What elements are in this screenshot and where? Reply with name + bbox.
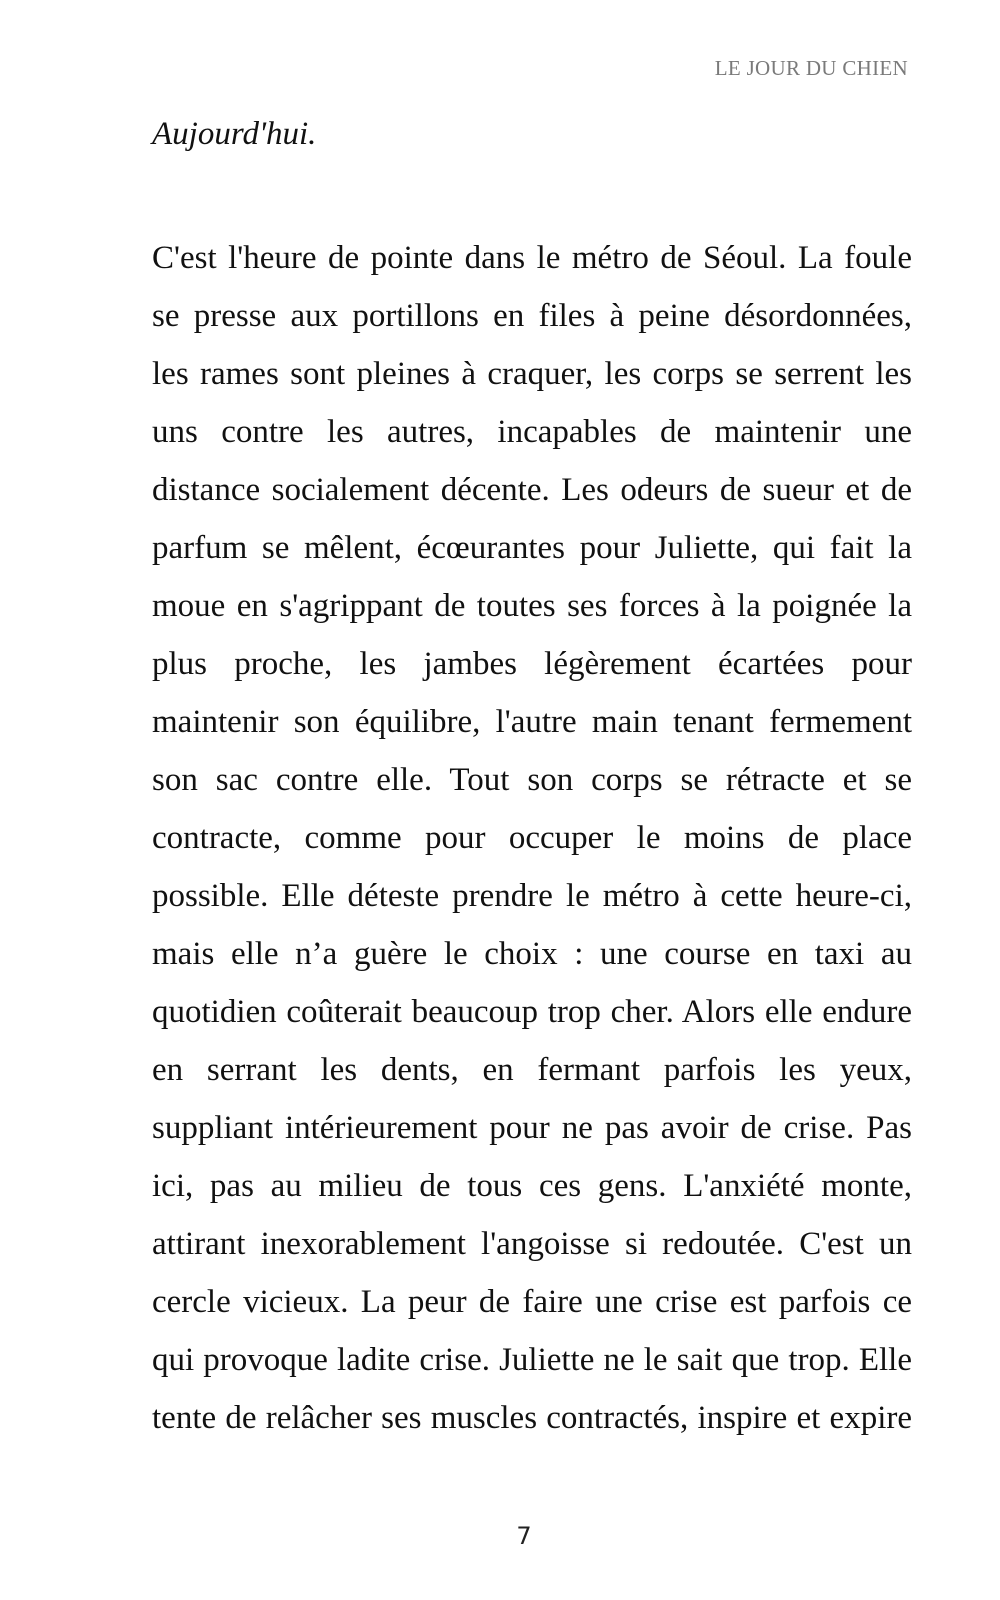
text-line: contracte, comme pour occuper le moins de place [152,820,912,856]
text-line: en serrant les dents, en fermant parfois les yeux, [152,1052,912,1088]
text-line: ici, pas au milieu de tous ces gens. L'anxiété monte, [152,1168,912,1204]
text-line: son sac contre elle. Tout son corps se rétracte et se [152,762,912,798]
text-line: quotidien coûterait beaucoup trop cher. Alors elle endure [152,994,912,1030]
text-line: plus proche, les jambes légèrement écartées pour [152,646,912,682]
text-line: tente de relâcher ses muscles contractés, inspire et expire [152,1400,912,1436]
body-paragraph [152,229,912,1447]
text-line: suppliant intérieurement pour ne pas avoir de crise. Pas [152,1110,912,1146]
running-header: LE JOUR DU CHIEN [714,56,908,80]
text-line: parfum se mêlent, écœurantes pour Juliette, qui fait la [152,530,912,566]
text-line: qui provoque ladite crise. Juliette ne le sait que trop. Elle [152,1342,912,1378]
text-line: attirant inexorablement l'angoisse si redoutée. C'est un [152,1226,912,1262]
text-line: cercle vicieux. La peur de faire une crise est parfois ce [152,1284,912,1320]
text-line: les rames sont pleines à craquer, les corps se serrent les [152,356,912,392]
text-line: mais elle n’a guère le choix : une course en taxi au [152,936,912,972]
text-line: uns contre les autres, incapables de maintenir une [152,414,912,450]
page-number: 7 [516,1522,532,1550]
text-line: se presse aux portillons en files à peine désordonnées, [152,298,912,334]
text-line: distance socialement décente. Les odeurs de sueur et de [152,472,912,508]
text-line: possible. Elle déteste prendre le métro à cette heure-ci, [152,878,912,914]
section-heading: Aujourd'hui. [152,116,317,152]
text-line: C'est l'heure de pointe dans le métro de Séoul. La foule [152,240,912,276]
text-line: maintenir son équilibre, l'autre main tenant fermement [152,704,912,740]
text-line: moue en s'agrippant de toutes ses forces à la poignée la [152,588,912,624]
